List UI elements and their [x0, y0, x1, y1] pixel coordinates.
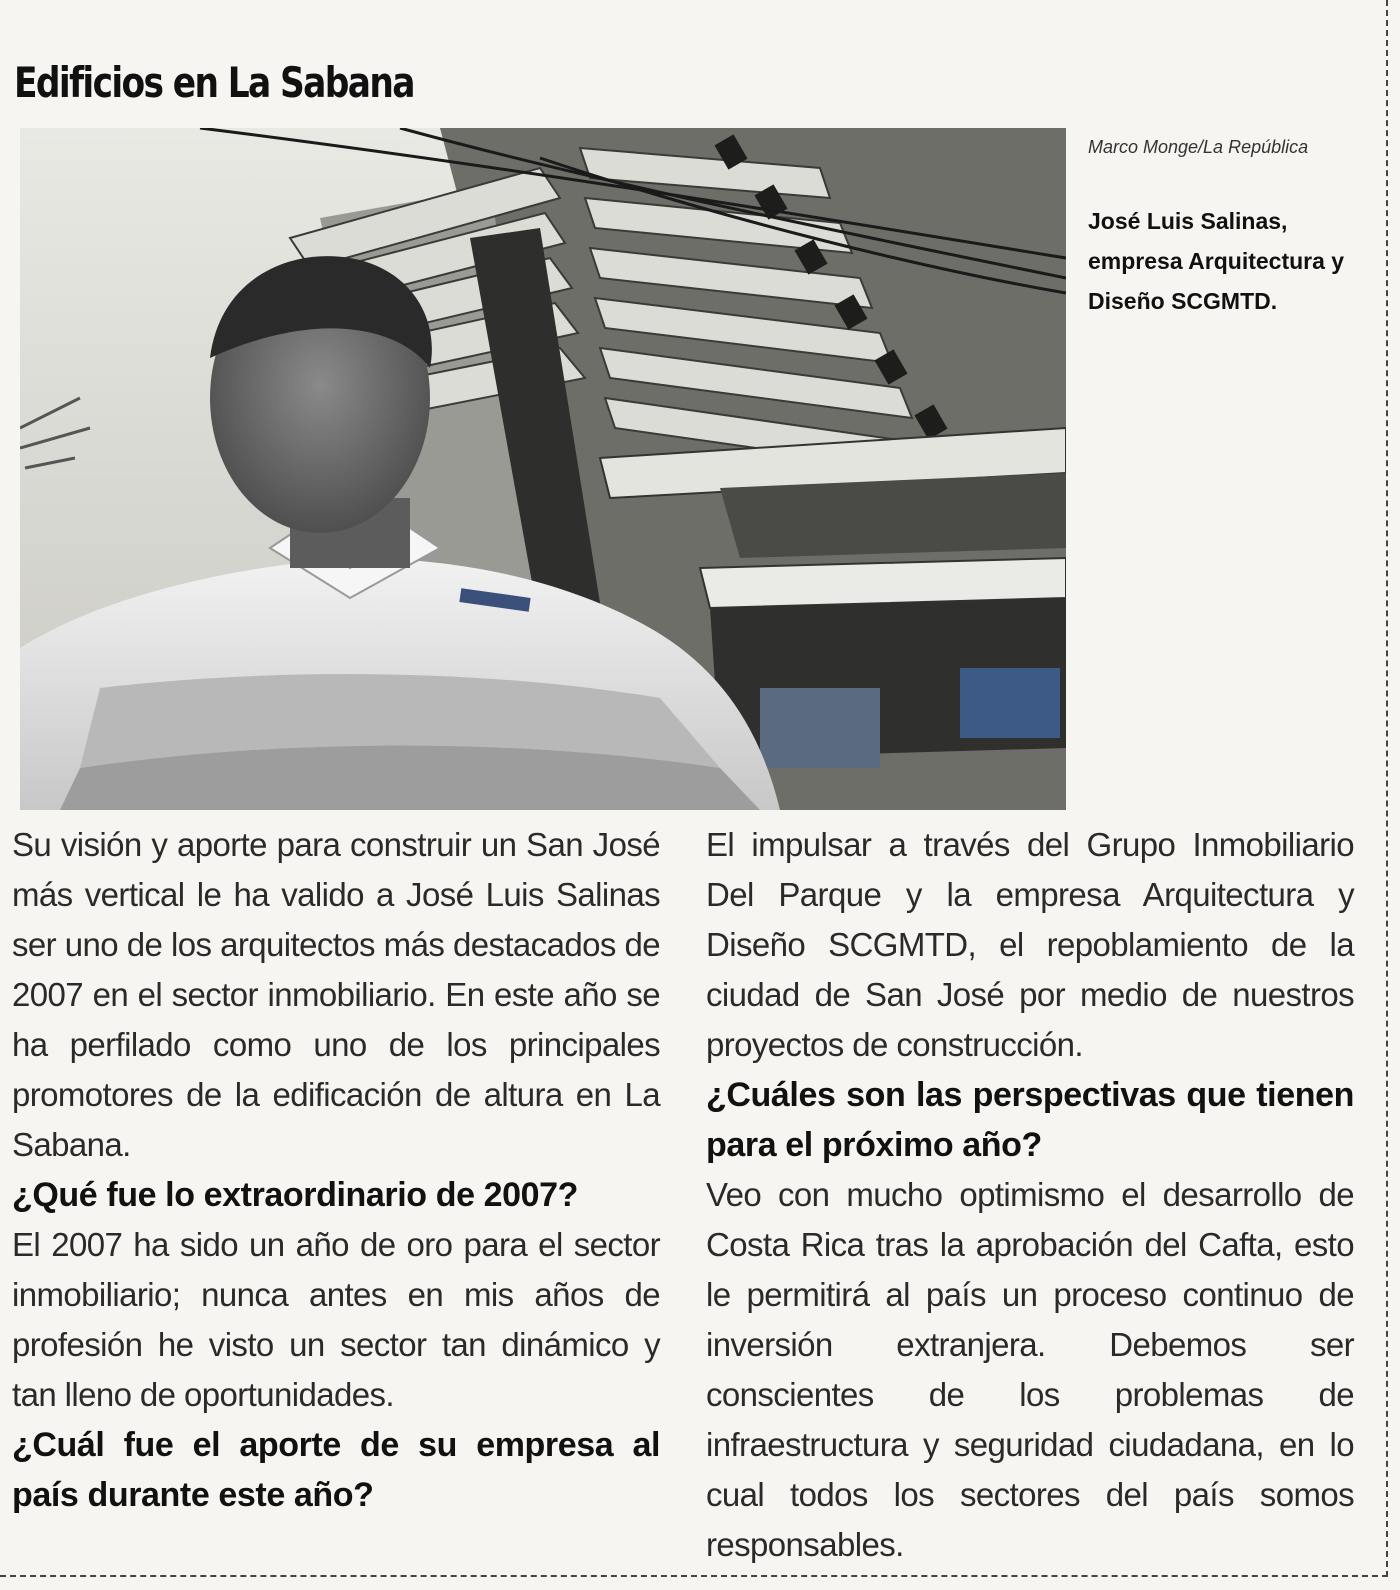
question-3: ¿Cuáles son las perspectivas que tienen para el próximo año?	[706, 1076, 1354, 1164]
question-1: ¿Qué fue lo extraordinario de 2007?	[12, 1176, 579, 1214]
answer-3: Veo con mucho optimismo el desarrollo de Costa Rica tras la aprobación del Cafta, esto le permitirá al país un proceso continuo de inversión extranjera. Debemos ser conscientes de los problemas de infraestructura y seguridad ciudadana, en lo cual todos los sectores del país somos responsables.	[706, 1176, 1354, 1563]
photo-caption: José Luis Salinas, empresa Arquitectura y Diseño SCGMTD.	[1088, 208, 1345, 314]
photo-credit: Marco Monge/La República	[1088, 137, 1309, 157]
question-2: ¿Cuál fue el aporte de su empresa al país durante este año?	[12, 1426, 660, 1514]
article-photo	[20, 128, 1066, 810]
article-column-right	[706, 820, 1354, 1570]
answer-2: El impulsar a través del Grupo Inmobiliario Del Parque y la empresa Arquitectura y Diseño SCGMTD, el repoblamiento de la ciudad de San José por medio de nuestros proyectos de construcción.	[706, 826, 1354, 1063]
headline: Edificios en La Sabana	[14, 58, 414, 108]
intro-paragraph: Su visión y aporte para construir un San José más vertical le ha valido a José Luis Salinas ser uno de los arquitectos más destacados de 2007 en el sector inmobiliario. En este año se ha perfilado como uno de los principales promotores de la edificación de altura en La Sabana.	[12, 826, 660, 1163]
article-column-left	[12, 820, 660, 1520]
answer-1: El 2007 ha sido un año de oro para el sector inmobiliario; nunca antes en mis años de profesión he visto un sector tan dinámico y tan lleno de oportunidades.	[12, 1226, 660, 1413]
